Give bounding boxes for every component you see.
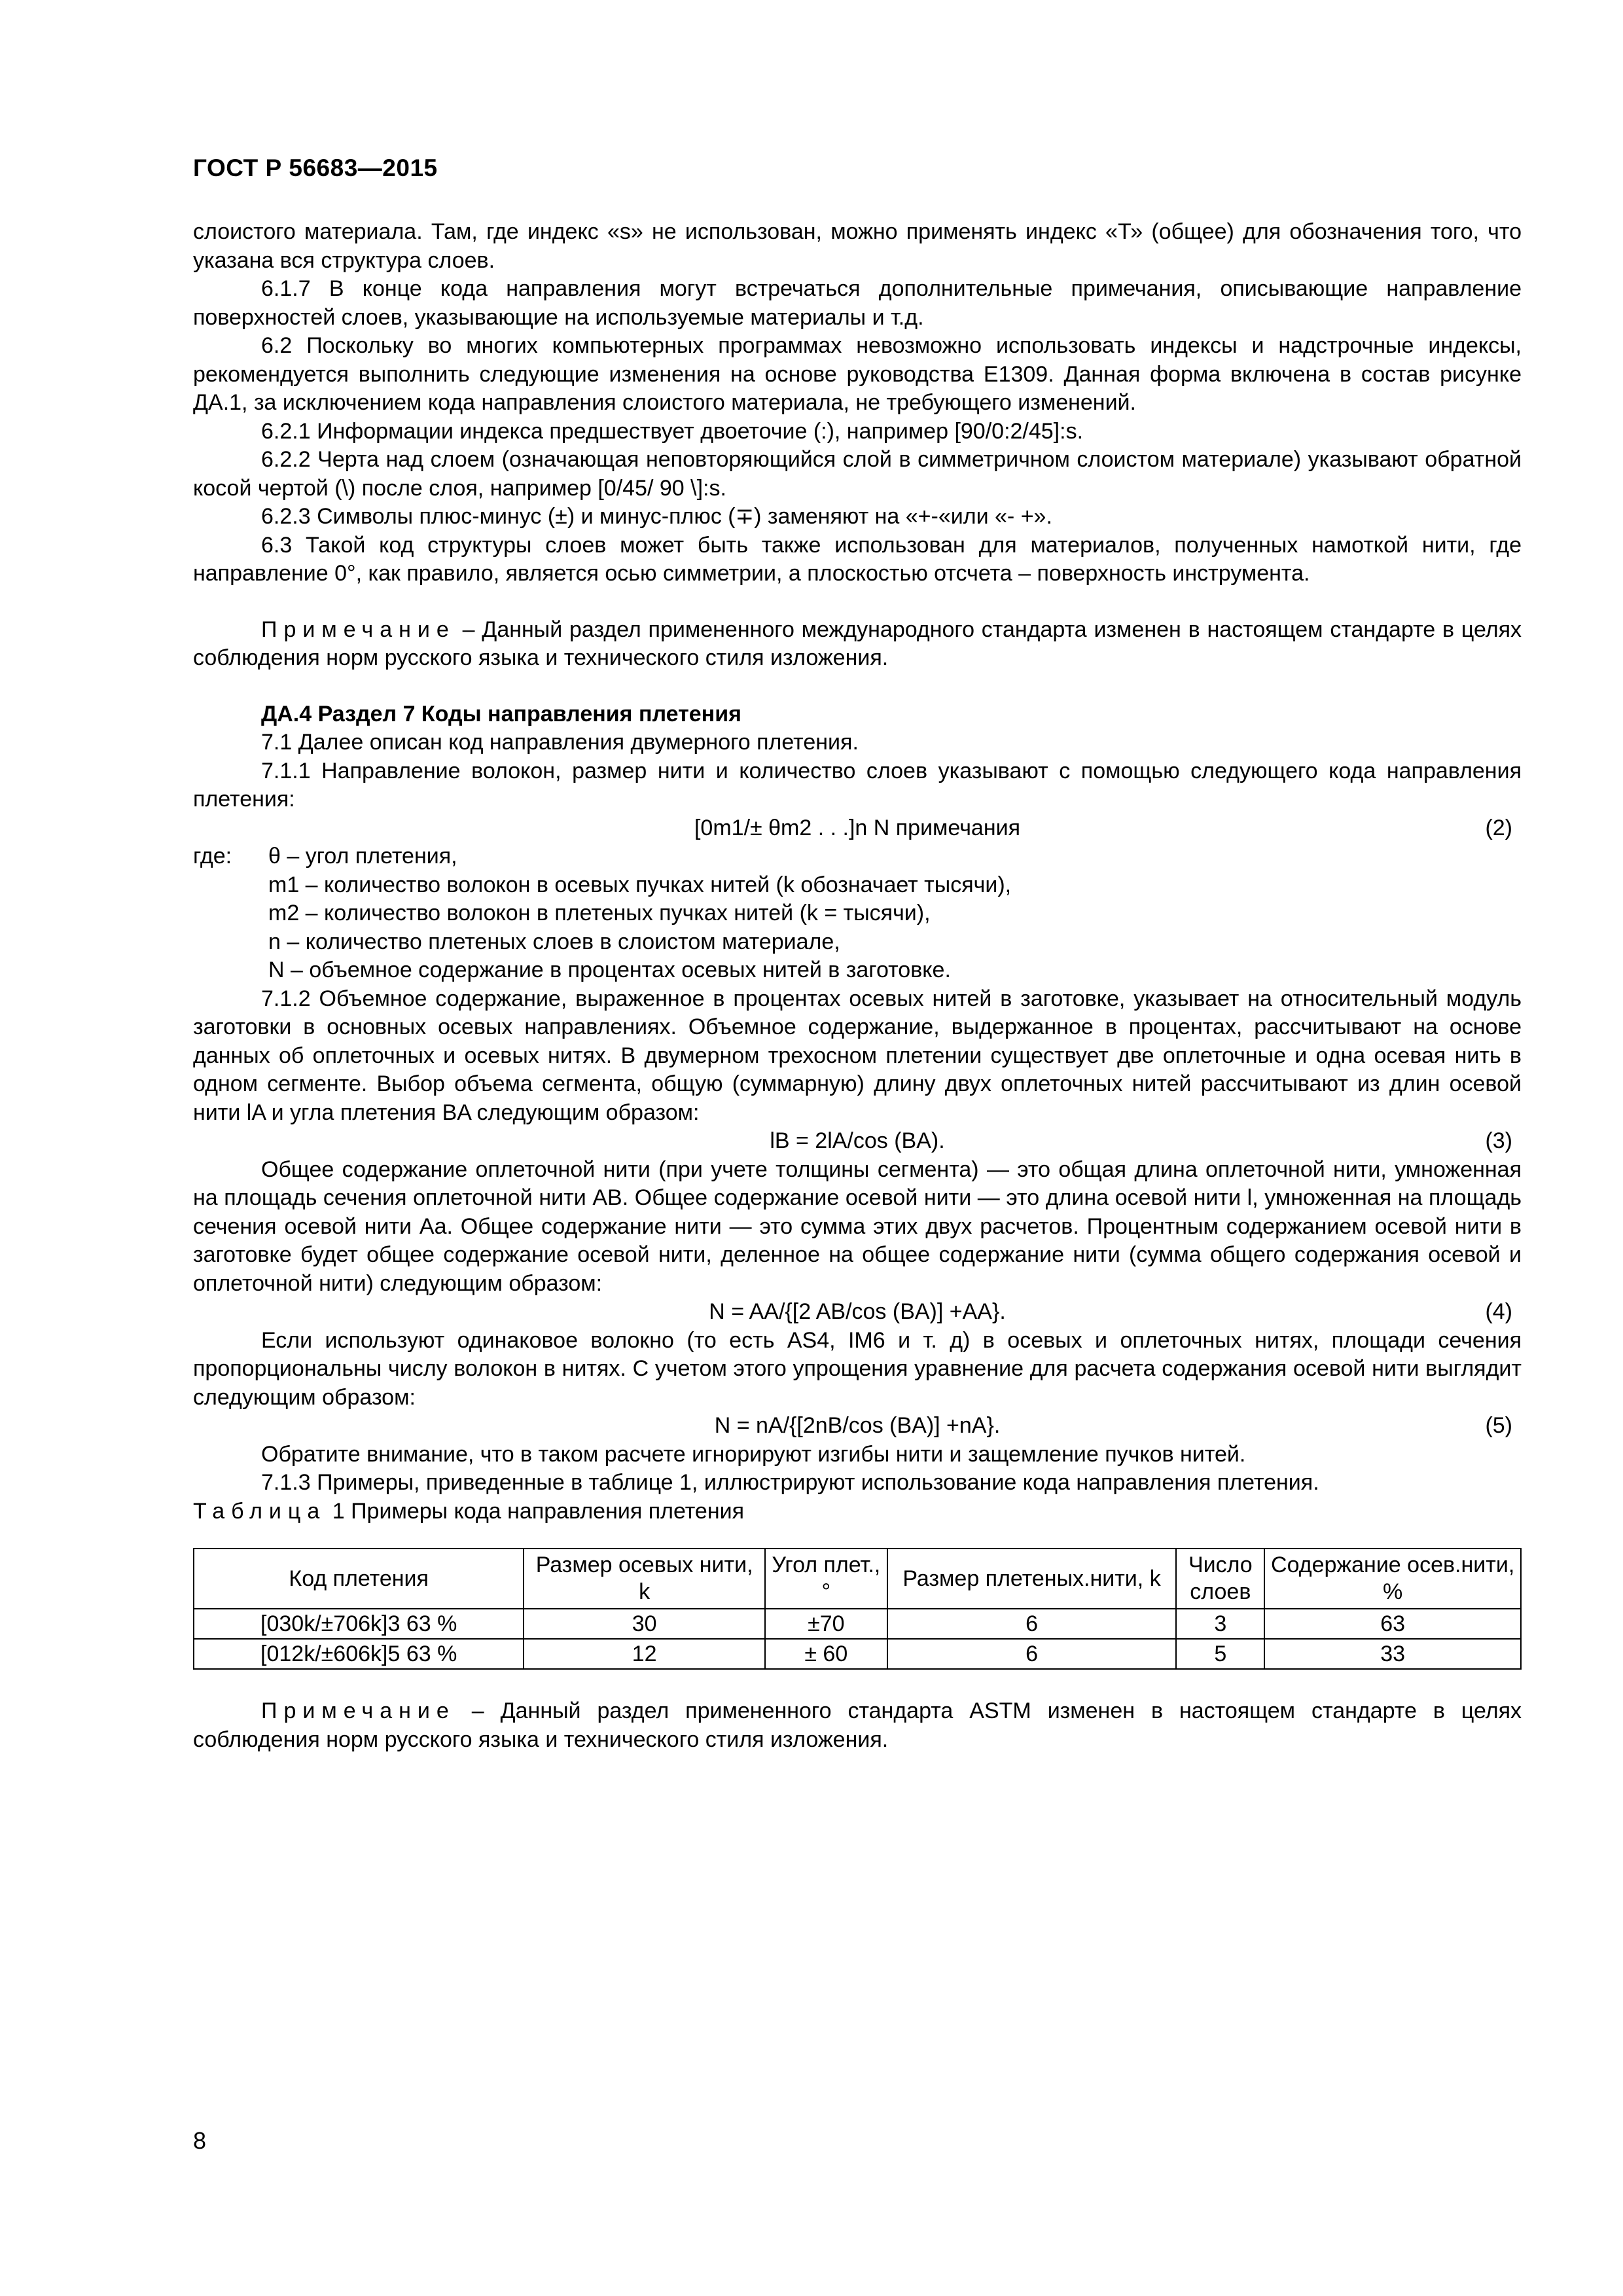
definitions xyxy=(193,842,1522,871)
formula-5 xyxy=(193,1412,1522,1441)
caption-label: Таблица xyxy=(193,1498,327,1524)
caption-text: 1 Примеры кода направления плетения xyxy=(326,1498,745,1524)
definition: m1 – количество волокон в осевых пучках нитей (k обозначает тысячи), xyxy=(268,872,1012,897)
formula-number: (3) xyxy=(1485,1128,1512,1153)
formula-number: (4) xyxy=(1485,1299,1512,1324)
note xyxy=(193,1697,1522,1754)
formula-text: N = AA/{[2 AB/cos (BA)] +AA}. xyxy=(709,1299,1006,1324)
paragraph: Общее содержание оплеточной нити (при учете толщины сегмента) — это общая длина оплеточной нити, умноженная на площадь сечения оплеточной нити AB. Общее содержание осевой нити — это длина осевой нити l, умноженная на площадь сечения осевой нити Aa. Общее содержание нити — это сумма этих двух расчетов. Процентным содержанием осевой нити в заготовке будет общее содержание осевой нити, деленное на общее содержание нити (сумма общего содержания осевой и оплеточной нити) следующим образом: xyxy=(193,1157,1522,1296)
note-text: – Данный раздел примененного международного стандарта изменен в настоящем стандарте в целях соблюдения норм русского языка и технического стиля изложения. xyxy=(193,617,1522,670)
note-text: – Данный раздел примененного стандарта ASTM изменен в настоящем стандарте в целях соблюдения норм русского языка и технического стиля изложения. xyxy=(193,1698,1522,1752)
paragraph: 6.3 Такой код структуры слоев может быть также использован для материалов, полученных намоткой нити, где направление 0°, как правило, является осью симметрии, а плоскостью отсчета – поверхность инструмента. xyxy=(193,532,1522,586)
formula-3 xyxy=(193,1127,1522,1156)
table-cell: [012k/±606k]5 63 % xyxy=(194,1639,524,1669)
page-content xyxy=(193,218,1522,1754)
definition: m2 – количество волокон в плетеных пучках нитей (k = тысячи), xyxy=(268,901,931,925)
formula-number: (2) xyxy=(1485,815,1512,840)
formula-text: lB = 2lA/cos (BA). xyxy=(770,1128,945,1153)
paragraph: Обратите внимание, что в таком расчете игнорируют изгибы нити и защемление пучков нитей. xyxy=(261,1441,1246,1467)
table-header-cell: Размер плетеных.нити, k xyxy=(887,1549,1177,1609)
table-cell: 63 xyxy=(1264,1609,1521,1639)
table-cell: 30 xyxy=(524,1609,765,1639)
table-cell: 6 xyxy=(887,1609,1177,1639)
note-label: Примечание xyxy=(261,1698,455,1723)
table-caption xyxy=(193,1498,1522,1526)
table-cell: ±70 xyxy=(765,1609,887,1639)
table-header-cell: Угол плет., ° xyxy=(765,1549,887,1609)
table-row xyxy=(194,1639,1521,1669)
definition: N – объемное содержание в процентах осевых нитей в заготовке. xyxy=(268,958,951,982)
table-cell: 33 xyxy=(1264,1639,1521,1669)
paragraph: 6.1.7 В конце кода направления могут встречаться дополнительные примечания, описывающие направление поверхностей слоев, указывающие на используемые материалы и т.д. xyxy=(193,276,1522,330)
paragraph: 7.1.2 Объемное содержание, выраженное в процентах осевых нитей в заготовке, указывает на относительный модуль заготовки в основных осевых направлениях. Объемное содержание, выдержанное в процентах, рассчитывают на основе данных об оплеточных и осевых нитях. В двумерном трехосном плетении существует две оплеточные и одна осевая нить в одном сегменте. Выбор объема сегмента, общую (суммарную) длину двух оплеточных нитей рассчитывают из длин осевой нити lA и угла плетения BA следующим образом: xyxy=(193,986,1522,1125)
paragraph: 6.2.1 Информации индекса предшествует двоеточие (:), например [90/0:2/45]:s. xyxy=(261,418,1084,444)
page-header: ГОСТ Р 56683—2015 xyxy=(193,154,438,181)
table-header-cell: Размер осевых нити, k xyxy=(524,1549,765,1609)
table-header-row xyxy=(194,1549,1521,1609)
paragraph: 7.1.3 Примеры, приведенные в таблице 1, иллюстрируют использование кода направления плетения. xyxy=(261,1470,1319,1495)
formula-number: (5) xyxy=(1485,1413,1512,1438)
table-row xyxy=(194,1609,1521,1639)
formula-text: [0m1/± θm2 . . .]n N примечания xyxy=(694,815,1021,840)
table-header-cell: Содержание осев.нити, % xyxy=(1264,1549,1521,1609)
table-cell: 5 xyxy=(1176,1639,1264,1669)
formula-text: N = nA/{[2nB/cos (BA)] +nA}. xyxy=(714,1413,1001,1438)
table-cell: ± 60 xyxy=(765,1639,887,1669)
paragraph: 7.1.1 Направление волокон, размер нити и количество слоев указывают с помощью следующего кода направления плетения: xyxy=(193,758,1522,812)
table-cell: 3 xyxy=(1176,1609,1264,1639)
note xyxy=(193,616,1522,673)
paragraph: Если используют одинаковое волокно (то есть AS4, IM6 и т. д) в осевых и оплеточных нитях, площади сечения пропорциональны числу волокон в нитях. С учетом этого упрощения уравнение для расчета содержания осевой нити выглядит следующим образом: xyxy=(193,1327,1522,1410)
table-header-cell: Число слоев xyxy=(1176,1549,1264,1609)
table-header-cell: Код плетения xyxy=(194,1549,524,1609)
definition: θ – угол плетения, xyxy=(268,844,457,869)
paragraph: 7.1 Далее описан код направления двумерного плетения. xyxy=(261,730,859,755)
note-label: Примечание xyxy=(261,617,455,642)
table-cell: 12 xyxy=(524,1639,765,1669)
section-title: ДА.4 Раздел 7 Коды направления плетения xyxy=(261,701,741,726)
braid-code-table xyxy=(193,1548,1522,1670)
table-cell: 6 xyxy=(887,1639,1177,1669)
paragraph: слоистого материала. Там, где индекс «s» не использован, можно применять индекс «Т» (общее) для обозначения того, что указана вся структура слоев. xyxy=(193,219,1522,273)
paragraph: 6.2 Поскольку во многих компьютерных программах невозможно использовать индексы и надстрочные индексы, рекомендуется выполнить следующие изменения на основе руководства E1309. Данная форма включена в состав рисунке ДА.1, за исключением кода направления слоистого материала, не требующего изменений. xyxy=(193,333,1522,415)
where-label: где: xyxy=(193,844,232,869)
page-number: 8 xyxy=(193,2127,207,2154)
paragraph: 6.2.3 Символы плюс-минус (±) и минус-плюс (∓) заменяют на «+-«или «- +». xyxy=(261,504,1052,529)
formula-2 xyxy=(193,814,1522,843)
formula-4 xyxy=(193,1298,1522,1327)
table-cell: [030k/±706k]3 63 % xyxy=(194,1609,524,1639)
paragraph: 6.2.2 Черта над слоем (означающая неповторяющийся слой в симметричном слоистом материале) указывают обратной косой чертой (\) после слоя, например [0/45/ 90 \]:s. xyxy=(193,447,1522,501)
definition: n – количество плетеных слоев в слоистом материале, xyxy=(268,929,840,954)
